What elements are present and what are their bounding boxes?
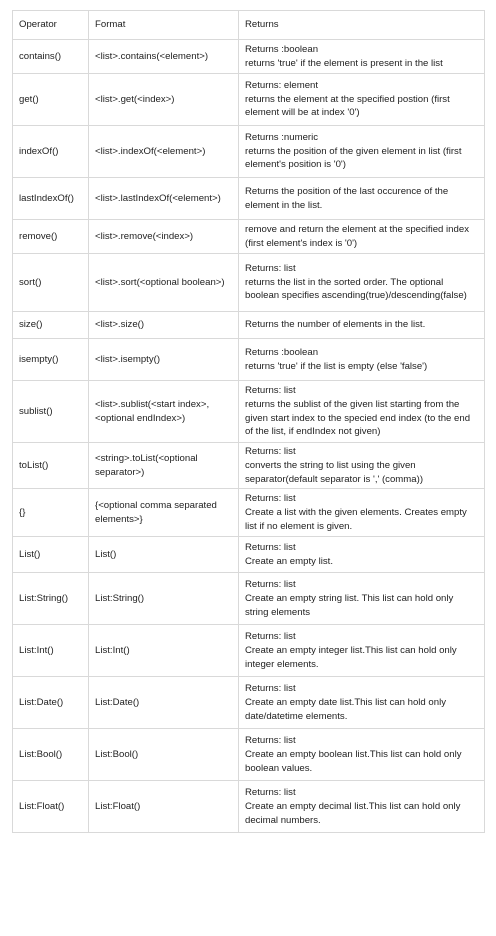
returns-line: Returns: list: [245, 446, 296, 457]
format-cell: <string>.toList(<optional separator>): [89, 443, 239, 489]
operator-cell: isempty(): [13, 339, 89, 381]
format-cell: <list>.remove(<index>): [89, 220, 239, 254]
returns-line: Returns the number of elements in the list.: [245, 319, 426, 331]
returns-line: Returns: list: [245, 579, 296, 591]
returns-line: converts the string to list using the given separator(default separator is ',' (comma)): [245, 459, 424, 485]
table-row: [13, 489, 485, 537]
table-body: [13, 40, 485, 833]
operator-cell: {}: [13, 489, 89, 537]
returns-line: Returns: list: [245, 631, 296, 643]
format-cell: <list>.contains(<element>): [89, 40, 239, 74]
returns-cell: [239, 729, 485, 781]
returns-line: returns the list in the sorted order. The optional boolean specifies ascending(true)/descending(false): [245, 276, 467, 302]
table-row: [13, 126, 485, 178]
returns-line: Returns :numeric: [245, 131, 319, 143]
table-row: [13, 781, 485, 833]
returns-line: returns the position of the given element in list (first element's position is '0'): [245, 145, 462, 171]
returns-cell: [239, 339, 485, 381]
format-cell: {<optional comma separated elements>}: [89, 489, 239, 537]
table-row: [13, 339, 485, 381]
returns-cell: [239, 254, 485, 312]
returns-line: Returns the position of the last occurence of the element in the list.: [245, 185, 449, 211]
format-cell: List(): [89, 537, 239, 573]
format-cell: <list>.size(): [89, 312, 239, 339]
returns-cell: [239, 443, 485, 489]
table-row: [13, 74, 485, 126]
operator-cell: lastIndexOf(): [13, 178, 89, 220]
returns-line: remove and return the element at the specified index (first element's index is '0'): [245, 223, 469, 249]
returns-line: Returns: list: [245, 384, 296, 396]
returns-cell: [239, 220, 485, 254]
header-operator: Operator: [13, 11, 89, 40]
table-row: [13, 40, 485, 74]
operator-cell: List:Date(): [13, 677, 89, 729]
operator-cell: sublist(): [13, 381, 89, 443]
returns-cell: [239, 489, 485, 537]
operator-cell: List(): [13, 537, 89, 573]
format-cell: List:String(): [89, 573, 239, 625]
format-cell: <list>.sort(<optional boolean>): [89, 254, 239, 312]
returns-cell: [239, 625, 485, 677]
returns-line: returns 'true' if the element is present in the list: [245, 57, 443, 69]
returns-line: Create an empty string list. This list can hold only string elements: [245, 592, 454, 618]
table-row: [13, 443, 485, 489]
table-header-row: [13, 11, 485, 40]
table-row: [13, 381, 485, 443]
operator-cell: contains(): [13, 40, 89, 74]
format-cell: List:Bool(): [89, 729, 239, 781]
operator-cell: sort(): [13, 254, 89, 312]
returns-line: Returns :boolean: [245, 346, 319, 358]
returns-line: Returns: list: [245, 787, 296, 799]
operator-cell: List:String(): [13, 573, 89, 625]
format-cell: <list>.isempty(): [89, 339, 239, 381]
table-row: [13, 312, 485, 339]
returns-line: Create an empty boolean list.This list can hold only boolean values.: [245, 748, 462, 774]
operator-cell: indexOf(): [13, 126, 89, 178]
table-row: [13, 178, 485, 220]
returns-line: Returns: element: [245, 79, 319, 91]
returns-cell: [239, 40, 485, 74]
returns-cell: [239, 781, 485, 833]
returns-line: Returns :boolean: [245, 43, 319, 55]
returns-cell: [239, 573, 485, 625]
returns-cell: [239, 381, 485, 443]
header-returns: Returns: [239, 11, 485, 40]
returns-cell: [239, 677, 485, 729]
returns-line: Create an empty date list.This list can hold only date/datetime elements.: [245, 696, 447, 722]
returns-line: Create an empty decimal list.This list can hold only decimal numbers.: [245, 800, 461, 826]
format-cell: List:Float(): [89, 781, 239, 833]
returns-cell: [239, 312, 485, 339]
format-cell: <list>.lastIndexOf(<element>): [89, 178, 239, 220]
returns-line: Create a list with the given elements. Creates empty list if no element is given.: [245, 506, 467, 532]
returns-line: returns 'true' if the list is empty (else 'false'): [245, 360, 428, 372]
list-functions-table: [12, 10, 485, 833]
returns-line: returns the sublist of the given list starting from the given start index to the specied end index (to the end of the list, if endIndex not given): [245, 398, 471, 438]
returns-cell: [239, 537, 485, 573]
operator-cell: List:Bool(): [13, 729, 89, 781]
table-row: [13, 537, 485, 573]
table-row: [13, 254, 485, 312]
table-row: [13, 677, 485, 729]
operator-cell: size(): [13, 312, 89, 339]
table-row: [13, 729, 485, 781]
table-row: [13, 625, 485, 677]
header-format: Format: [89, 11, 239, 40]
returns-line: Create an empty integer list.This list can hold only integer elements.: [245, 644, 457, 670]
operator-cell: List:Float(): [13, 781, 89, 833]
returns-line: Returns: list: [245, 542, 296, 554]
returns-line: Returns: list: [245, 262, 296, 274]
returns-line: Returns: list: [245, 683, 296, 695]
format-cell: <list>.sublist(<start index>, <optional endIndex>): [89, 381, 239, 443]
returns-cell: [239, 126, 485, 178]
returns-line: Returns: list: [245, 493, 296, 505]
returns-cell: [239, 74, 485, 126]
operator-cell: toList(): [13, 443, 89, 489]
table-row: [13, 220, 485, 254]
returns-cell: [239, 178, 485, 220]
format-cell: <list>.indexOf(<element>): [89, 126, 239, 178]
operator-cell: remove(): [13, 220, 89, 254]
table-row: [13, 573, 485, 625]
returns-line: Returns: list: [245, 735, 296, 747]
operator-cell: get(): [13, 74, 89, 126]
format-cell: List:Date(): [89, 677, 239, 729]
returns-line: Create an empty list.: [245, 555, 333, 567]
operator-cell: List:Int(): [13, 625, 89, 677]
format-cell: List:Int(): [89, 625, 239, 677]
format-cell: <list>.get(<index>): [89, 74, 239, 126]
returns-line: returns the element at the specified postion (first element will be at index '0'): [245, 93, 450, 119]
